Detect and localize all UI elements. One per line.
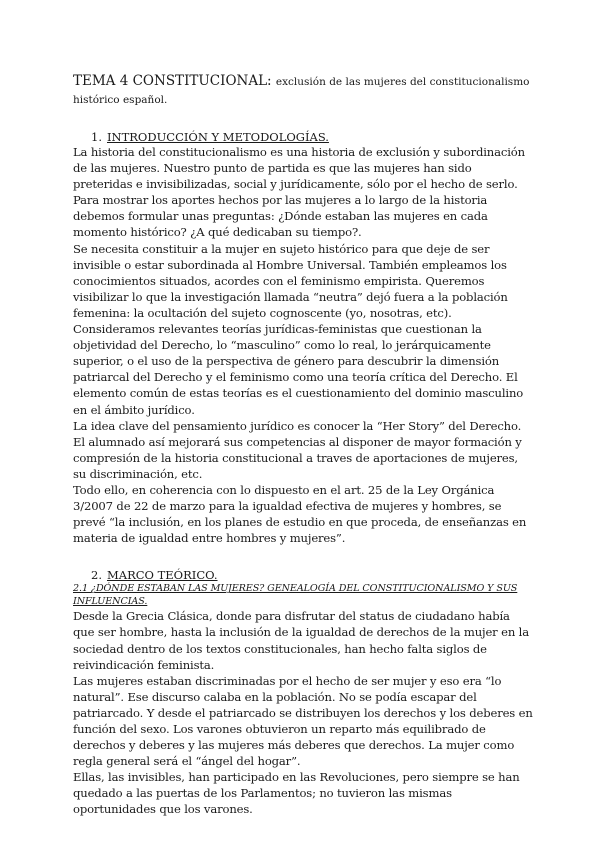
- document-page: [73, 73, 533, 818]
- paragraph: Para mostrar los aportes hechos por las mujeres a lo largo de la historia debemos formular unas preguntas: ¿Dónde estaban las mujeres en cada momento histórico? ¿A qué dedicaban su tiempo?.: [73, 193, 488, 240]
- section-2-title: MARCO TEÓRICO.: [107, 568, 218, 583]
- title-rest: exclusión de las mujeres del constitucionalismo histórico español.: [73, 76, 530, 106]
- section-1-title: INTRODUCCIÓN Y METODOLOGÍAS.: [107, 130, 329, 144]
- document-title: [73, 73, 533, 109]
- paragraph: Ellas, las invisibles, han participado en las Revoluciones, pero siempre se han quedado a las puertas de los Parlamentos; no tuvieron las mismas oportunidades que los varones.: [73, 770, 520, 817]
- title-main: TEMA 4 CONSTITUCIONAL:: [73, 73, 272, 89]
- paragraph: Se necesita constituir a la mujer en sujeto histórico para que deje de ser invisible o estar subordinada al Hombre Universal. También empleamos los conocimientos situados, acordes con el feminismo empirista. Queremos visibilizar lo que la investigación llamada “neutra” dejó fuera a la población femenina: la ocultación del sujeto cognoscente (yo, nosotras, etc).: [73, 241, 508, 320]
- paragraph: La historia del constitucionalismo es una historia de exclusión y subordinación de las mujeres. Nuestro punto de partida es que las mujeres han sido preteridas e invisibilizadas, social y jurídicamente, sólo por el hecho de serlo.: [73, 145, 525, 192]
- paragraph: Todo ello, en coherencia con lo dispuesto en el art. 25 de la Ley Orgánica 3/2007 de 22 de marzo para la igualdad efectiva de mujeres y hombres, se prevé “la inclusión, en los planes de estudio en que proceda, de enseñanzas en materia de igualdad entre hombres y mujeres”.: [73, 482, 527, 546]
- section-2-heading: [73, 568, 533, 582]
- section-2-number: 2.: [91, 568, 102, 583]
- paragraph: La idea clave del pensamiento jurídico es conocer la “Her Story” del Derecho. El alumnado así mejorará sus competencias al disponer de mayor formación y compresión de la historia constitucional a traves de aportaciones de mujeres, su discriminación, etc.: [73, 418, 522, 481]
- paragraph: Las mujeres estaban discriminadas por el hecho de ser mujer y eso era “lo natural”. Ese discurso calaba en la población. No se podía escapar del patriarcado. Y desde el patriarcado se distribuyen los derechos y los deberes en función del sexo. Los varones obtuvieron un reparto más equilibrado de derechos y deberes y las mujeres más deberes que derechos. La mujer como regla general será el “ángel del hogar”.: [73, 673, 533, 769]
- paragraph: Consideramos relevantes teorías jurídicas-feministas que cuestionan la objetividad del Derecho, lo “masculino” como lo real, lo jerárquicamente superior, o el uso de la perspectiva de género para descubrir la dimensión patriarcal del Derecho y el feminismo como una teoría crítica del Derecho. El elemento común de estas teorías es el cuestionamiento del dominio masculino en el ámbito jurídico.: [73, 322, 524, 417]
- paragraph: Desde la Grecia Clásica, donde para disfrutar del status de ciudadano había que ser hombre, hasta la inclusión de la igualdad de derechos de la mujer en la sociedad dentro de los textos constitucionales, han hecho falta siglos de reivindicación feminista.: [73, 609, 529, 672]
- section-1-heading: [73, 130, 533, 144]
- subsection-heading: 2.1 ¿DÓNDE ESTABAN LAS MUJERES? GENEALOGÍA DEL CONSTITUCIONALISMO Y SUS INFLUENCIAS.: [73, 583, 518, 608]
- section-spacer: [73, 546, 533, 568]
- section-1-number: 1.: [91, 130, 102, 144]
